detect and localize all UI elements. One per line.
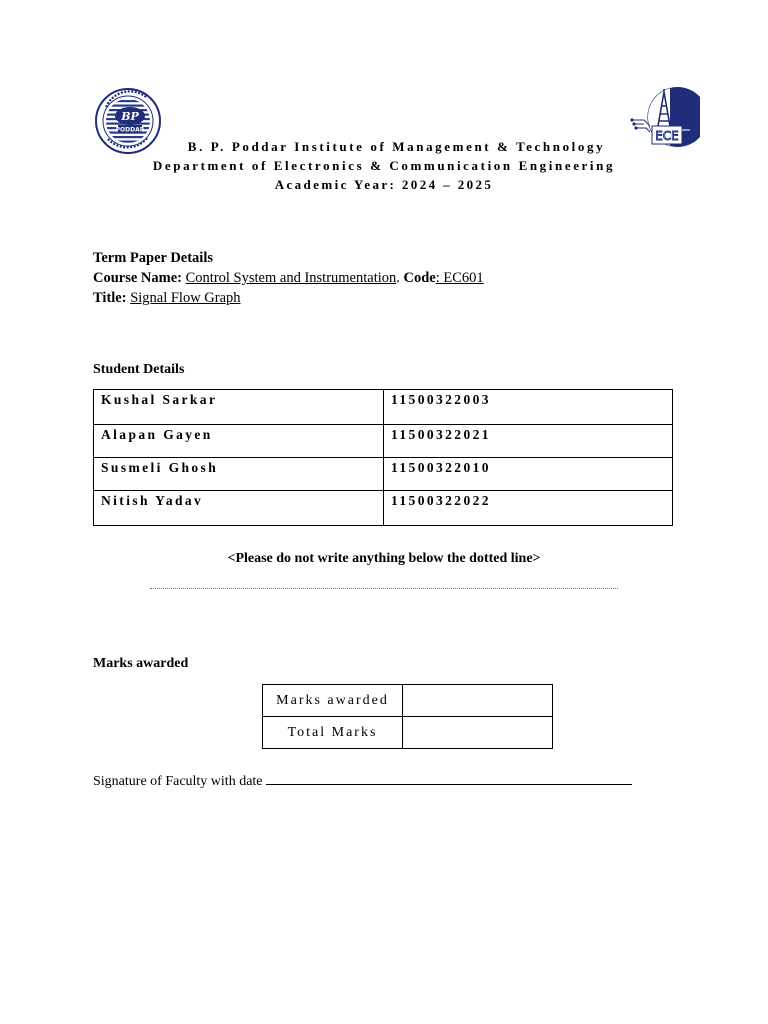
notice-text: <Please do not write anything below the dotted line> <box>227 551 541 566</box>
total-marks-value <box>403 717 553 749</box>
student-name: Nitish Yadav <box>94 491 384 526</box>
svg-text:ECE: ECE <box>655 129 679 143</box>
course-label: Course Name: <box>93 270 182 286</box>
institute-name: B. P. Poddar Institute of Management & Technology <box>187 139 606 154</box>
course-period: . <box>396 270 400 286</box>
term-paper-heading: Term Paper Details <box>93 250 214 266</box>
course-value: Control System and Instrumentation <box>185 270 397 286</box>
marks-awarded-value <box>403 685 553 717</box>
total-marks-label: Total Marks <box>263 717 403 749</box>
title-line <box>93 290 241 307</box>
table-row <box>94 390 673 425</box>
table-row <box>94 425 673 458</box>
svg-text:PODDAR: PODDAR <box>115 126 145 134</box>
student-details-heading: Student Details <box>93 362 185 377</box>
department-name: Department of Electronics & Communication Engineering <box>152 158 616 173</box>
signature-line <box>93 773 632 790</box>
dotted-divider <box>150 588 618 589</box>
signature-label: Signature of Faculty with date <box>93 774 263 789</box>
marks-heading: Marks awarded <box>93 656 189 671</box>
table-row <box>263 717 553 749</box>
table-row <box>94 491 673 526</box>
student-roll: 11500322010 <box>384 458 673 491</box>
student-name: Kushal Sarkar <box>94 390 384 425</box>
academic-year: Academic Year: 2024 – 2025 <box>274 177 494 192</box>
table-row <box>263 685 553 717</box>
student-name: Susmeli Ghosh <box>94 458 384 491</box>
student-table <box>93 389 673 526</box>
code-value: : EC601 <box>435 270 484 286</box>
code-label: Code <box>403 270 436 286</box>
title-value: Signal Flow Graph <box>130 290 241 306</box>
signature-blank <box>266 773 632 785</box>
student-name: Alapan Gayen <box>94 425 384 458</box>
course-line <box>93 270 484 287</box>
student-roll: 11500322003 <box>384 390 673 425</box>
student-roll: 11500322022 <box>384 491 673 526</box>
svg-text:BP: BP <box>121 110 139 123</box>
student-roll: 11500322021 <box>384 425 673 458</box>
title-label: Title: <box>93 290 127 306</box>
table-row <box>94 458 673 491</box>
marks-table <box>262 684 553 749</box>
marks-awarded-label: Marks awarded <box>263 685 403 717</box>
